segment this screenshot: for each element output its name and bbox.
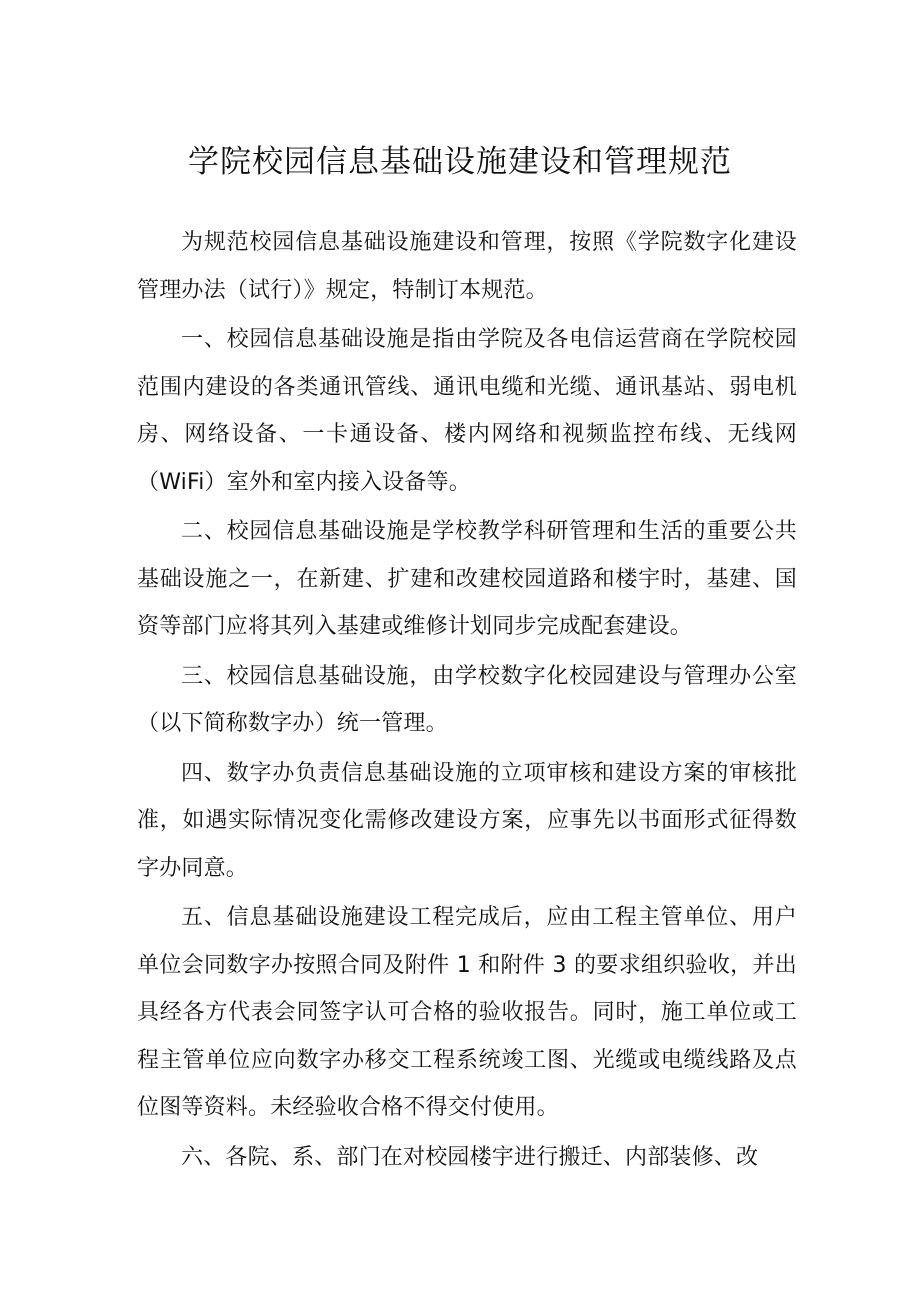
paragraph-article-2: 二、校园信息基础设施是学校教学科研管理和生活的重要公共基础设施之一，在新建、扩建和改建校园道路和楼宇时，基建、国资等部门应将其列入基建或维修计划同步完成配套建设。	[137, 519, 797, 639]
document-body	[137, 219, 797, 1181]
paragraph-article-4: 四、数字办负责信息基础设施的立项审核和建设方案的审核批准，如遇实际情况变化需修改建设方案，应事先以书面形式征得数字办同意。	[137, 760, 797, 881]
paragraph-article-3: 三、校园信息基础设施，由学校数字化校园建设与管理办公室（以下简称数字办）统一管理。	[137, 663, 797, 736]
paragraph-article-1: 一、校园信息基础设施是指由学院及各电信运营商在学院校园范围内建设的各类通讯管线、通讯电缆和光缆、通讯基站、弱电机房、网络设备、一卡通设备、楼内网络和视频监控布线、无线网（WiFi）室外和室内接入设备等。	[137, 327, 797, 495]
paragraph-intro: 为规范校园信息基础设施建设和管理，按照《学院数字化建设管理办法（试行）》规定，特制订本规范。	[137, 230, 797, 303]
paragraph-article-6: 六、各院、系、部门在对校园楼宇进行搬迁、内部装修、改	[181, 1144, 759, 1170]
paragraph-article-5: 五、信息基础设施建设工程完成后，应由工程主管单位、用户单位会同数字办按照合同及附件 1 和附件 3 的要求组织验收，并出具经各方代表会同签字认可合格的验收报告。同时，施工单位或工程主管单位应向数字办移交工程系统竣工图、光缆或电缆线路及点位图等资料。未经验收合格不得交付使用。	[137, 905, 797, 1120]
document-title: 学院校园信息基础设施建设和管理规范	[188, 144, 732, 180]
